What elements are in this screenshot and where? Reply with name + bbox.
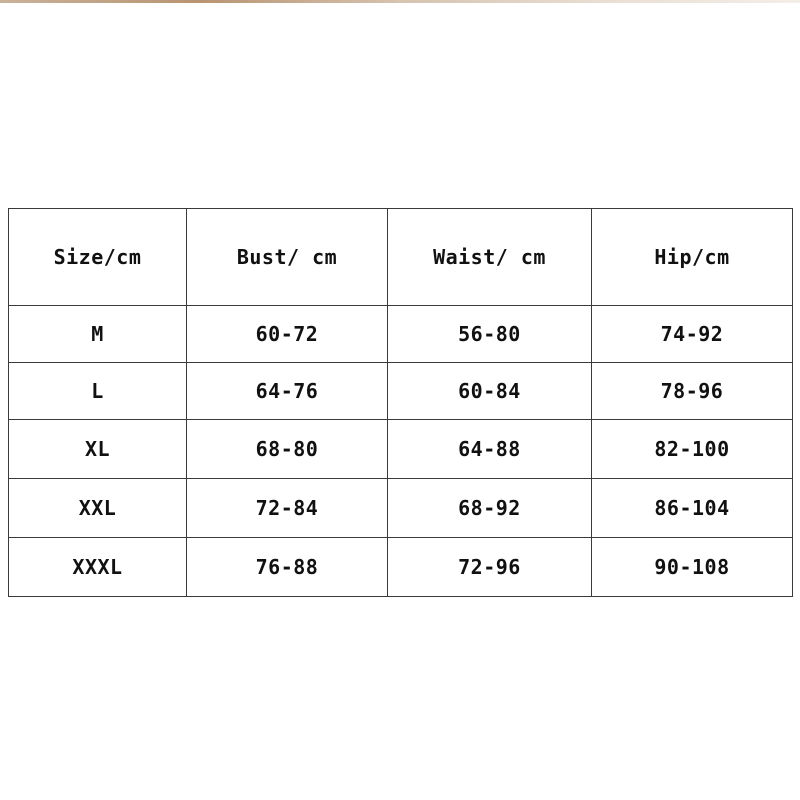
table-row: [9, 306, 793, 363]
table-row: [9, 363, 793, 420]
size-cell: XXL: [9, 479, 187, 538]
waist-cell: 56-80: [388, 306, 592, 363]
size-cell: XXXL: [9, 538, 187, 597]
waist-cell: 72-96: [388, 538, 592, 597]
size-cell: L: [9, 363, 187, 420]
table-row: [9, 538, 793, 597]
header-size: Size/cm: [9, 209, 187, 306]
hip-cell: 86-104: [592, 479, 793, 538]
waist-cell: 68-92: [388, 479, 592, 538]
header-waist: Waist/ cm: [388, 209, 592, 306]
table-row: [9, 479, 793, 538]
header-bust: Bust/ cm: [187, 209, 388, 306]
table-header-row: [9, 209, 793, 306]
hip-cell: 82-100: [592, 420, 793, 479]
table-row: [9, 420, 793, 479]
hip-cell: 90-108: [592, 538, 793, 597]
bust-cell: 60-72: [187, 306, 388, 363]
size-cell: M: [9, 306, 187, 363]
waist-cell: 64-88: [388, 420, 592, 479]
size-chart-table: [8, 208, 793, 597]
header-hip: Hip/cm: [592, 209, 793, 306]
bust-cell: 68-80: [187, 420, 388, 479]
hip-cell: 74-92: [592, 306, 793, 363]
bust-cell: 72-84: [187, 479, 388, 538]
top-image-strip: [0, 0, 800, 3]
hip-cell: 78-96: [592, 363, 793, 420]
size-cell: XL: [9, 420, 187, 479]
waist-cell: 60-84: [388, 363, 592, 420]
bust-cell: 64-76: [187, 363, 388, 420]
bust-cell: 76-88: [187, 538, 388, 597]
